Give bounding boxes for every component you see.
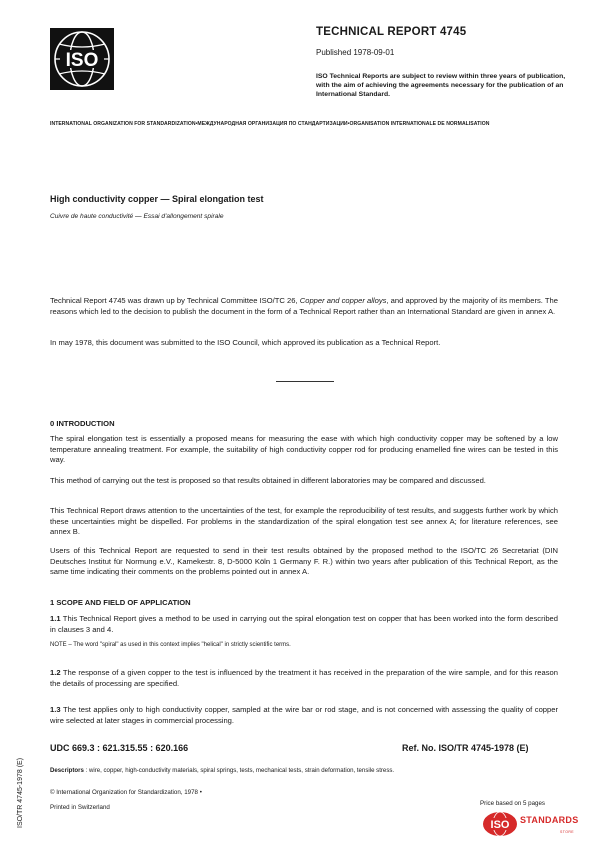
foreword-text-b: , and approved by the majority of its members. The reasons which led to the decision to publish the document in the form of a Technical Report rather than an International Standard are given in annex A. <box>50 296 558 316</box>
stamp-globe-icon <box>480 810 520 838</box>
clause-1-2 <box>50 668 558 689</box>
stamp-logo-text: ISO <box>490 819 510 831</box>
copyright: © International Organization for Standardization, 1978 • <box>50 789 202 796</box>
descriptors-label: Descriptors <box>50 767 84 774</box>
vertical-reference-text: ISO/TR 4745-1978 (E) <box>17 757 24 828</box>
stamp-text: STANDARDS <box>520 815 579 825</box>
stamp-subtext: STORE <box>560 830 574 834</box>
clause-text: This Technical Report gives a method to be used in carrying out the spiral elongation test on copper that has been worked into the form described in clauses 3 and 4. <box>50 614 558 634</box>
document-title: High conductivity copper — Spiral elongation test <box>50 194 264 204</box>
clause-number: 1.2 <box>50 668 61 677</box>
foreword-paragraph-1 <box>50 296 558 317</box>
stamp-logo <box>480 810 520 838</box>
introduction-paragraph-3: This Technical Report draws attention to the uncertainties of the test, for example the reproducibility of test results, and suggests further work by which these uncertainties might be dispelled. For problems in the standardization of the spiral elongation test see annex A; for literature references, see annex B. <box>50 506 558 536</box>
clause-number: 1.1 <box>50 614 61 623</box>
published-date: Published 1978-09-01 <box>316 48 395 57</box>
section-divider <box>276 381 334 382</box>
foreword-text-a: Technical Report 4745 was drawn up by Technical Committee ISO/TC 26, <box>50 296 300 305</box>
report-title: TECHNICAL REPORT 4745 <box>316 26 467 38</box>
document-subtitle-french: Cuivre de haute conductivité — Essai d'allongement spirale <box>50 213 224 220</box>
introduction-paragraph-1: The spiral elongation test is essentially a proposed means for measuring the ease with which high conductivity copper may be softened by a low temperature annealing treatment. For example, the suitability of high conductivity copper rod for producing enamelled fine wires can be tested in this way. <box>50 434 558 464</box>
note: NOTE – The word "spiral" as used in this context implies "helical" in strictly scientific terms. <box>50 642 291 648</box>
organization-line: INTERNATIONAL ORGANIZATION FOR STANDARDIZATION•МЕЖДУНАРОДНАЯ ОРГАНИЗАЦИЯ ПО СТАНДАРТИЗАЦИИ•ORGANISATION INTERNATIONALE DE NORMALISATION <box>50 121 490 127</box>
printed-in: Printed in Switzerland <box>50 804 110 811</box>
descriptors-text: : wire, copper, high-conductivity materials, spiral springs, tests, mechanical tests, strain deformation, tensile stress. <box>83 767 395 774</box>
reference-number: Ref. No. ISO/TR 4745-1978 (E) <box>402 743 529 753</box>
introduction-heading: 0 INTRODUCTION <box>50 419 115 428</box>
scope-heading: 1 SCOPE AND FIELD OF APPLICATION <box>50 598 191 607</box>
committee-name: Copper and copper alloys <box>299 296 387 305</box>
udc-number: UDC 669.3 : 621.315.55 : 620.166 <box>50 743 189 753</box>
clause-1-1 <box>50 614 558 635</box>
iso-globe-icon <box>50 28 114 90</box>
price-note: Price based on 5 pages <box>480 800 546 807</box>
descriptors <box>50 767 570 774</box>
clause-1-3 <box>50 705 558 726</box>
clause-number: 1.3 <box>50 705 61 714</box>
vertical-reference <box>14 740 26 828</box>
clause-text: The test applies only to high conductivity copper, sampled at the wire bar or rod stage, and is not concerned with assessing the quality of copper wire selected at later stages in commercial processing. <box>50 705 558 725</box>
introduction-paragraph-2: This method of carrying out the test is proposed so that results obtained in different laboratories may be compared and discussed. <box>50 476 486 485</box>
review-note: ISO Technical Reports are subject to review within three years of publication, with the aim of achieving the agreements necessary for the publication of an International Standard. <box>316 73 566 98</box>
logo-text: ISO <box>65 50 99 71</box>
clause-text: The response of a given copper to the test is influenced by the treatment it has received in the preparation of the wire sample, and for this reason the details of processing are specified. <box>50 668 558 688</box>
foreword-paragraph-2: In may 1978, this document was submitted to the ISO Council, which approved its publication as a Technical Report. <box>50 338 441 347</box>
iso-logo <box>50 28 114 90</box>
introduction-paragraph-4: Users of this Technical Report are requested to send in their test results obtained by the proposed method to the ISO/TC 26 Secretariat (DIN Deutsches Institut für Normung e.V., Kamekestr. 8, D-5000 Köln 1 Germany F. R.) within two years after publication of this Technical Report, as the same time indicating their comments on the problems pointed out in annex A. <box>50 546 558 576</box>
